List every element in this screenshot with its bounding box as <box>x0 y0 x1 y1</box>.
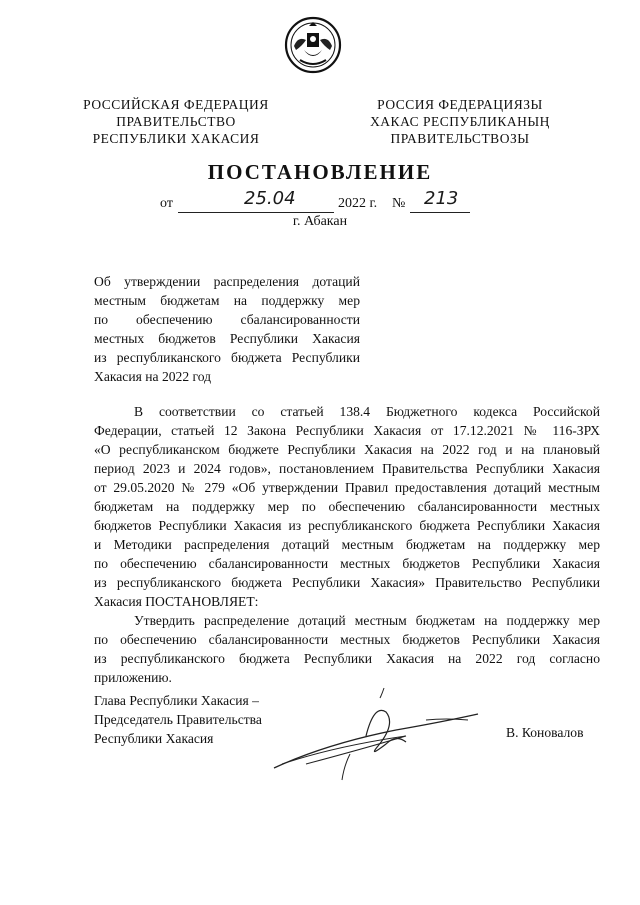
body-line: бюджетов Республики Хакасия из республиканского бюджета Республики Хакасия <box>94 518 600 533</box>
subject-line: по обеспечению сбалансированности <box>94 312 360 327</box>
signatory-name: В. Коновалов <box>506 725 584 740</box>
date-prefix: от <box>160 196 173 211</box>
coat-of-arms-emblem-icon <box>284 16 342 74</box>
body-line: и Методики распределения дотаций местным бюджетам на поддержку мер <box>94 537 600 552</box>
document-title: ПОСТАНОВЛЕНИЕ <box>207 160 433 184</box>
signatory-position <box>94 691 262 748</box>
body-line: бюджетам на поддержку мер по обеспечению сбалансированности местных <box>94 499 600 514</box>
number-underline <box>410 212 470 213</box>
subject-line: местных бюджетов Республики Хакасия <box>94 331 360 346</box>
body-line: приложению. <box>94 670 172 685</box>
subject-line: местным бюджетам на поддержку мер <box>94 293 360 308</box>
signatory-position-line: Председатель Правительства <box>94 712 262 727</box>
handwritten-number: 213 <box>424 188 459 209</box>
subject-line: из республиканского бюджета Республики <box>94 350 360 365</box>
header-left-line: РОССИЙСКАЯ ФЕДЕРАЦИЯ <box>83 97 269 112</box>
handwritten-signature <box>246 684 496 784</box>
body-line: по обеспечению сбалансированности местных бюджетов Республики Хакасия <box>94 632 600 647</box>
body-line: Хакасия ПОСТАНОВЛЯЕТ: <box>94 594 259 609</box>
city-name: г. Абакан <box>292 214 348 229</box>
header-left-line: ПРАВИТЕЛЬСТВО <box>116 114 236 129</box>
number-sign: № <box>392 196 406 211</box>
signatory-position-line: Республики Хакасия <box>94 731 214 746</box>
signatory-position-line: Глава Республики Хакасия – <box>94 693 259 708</box>
header-right-line: ХАКАС РЕСПУБЛИКАНЫҢ <box>370 114 550 129</box>
body-line: от 29.05.2020 № 279 «Об утверждении Правил предоставления дотаций местным <box>94 480 600 495</box>
body-text <box>94 402 600 687</box>
body-line: из республиканского бюджета Республики Хакасия» Правительство Республики <box>94 575 600 590</box>
header-right-line: ПРАВИТЕЛЬСТВОЗЫ <box>390 131 530 146</box>
body-line: Утвердить распределение дотаций местным бюджетам на поддержку мер <box>134 613 600 628</box>
header-left <box>78 96 274 147</box>
date-number-line <box>0 188 640 216</box>
body-line: из республиканского бюджета Республики Хакасия на 2022 год согласно <box>94 651 600 666</box>
body-line: В соответствии со статьей 138.4 Бюджетного кодекса Российской <box>134 404 600 419</box>
header-left-line: РЕСПУБЛИКИ ХАКАСИЯ <box>92 131 260 146</box>
date-underline <box>178 212 334 213</box>
subject-block <box>94 272 360 386</box>
subject-line: Об утверждении распределения дотаций <box>94 274 360 289</box>
handwritten-date: 25.04 <box>244 188 296 209</box>
header-right-line: РОССИЯ ФЕДЕРАЦИЯЗЫ <box>377 97 543 112</box>
body-line: по обеспечению сбалансированности местных бюджетов Республики Хакасия <box>94 556 600 571</box>
header-right <box>362 96 558 147</box>
body-line: Федерации, статьей 12 Закона Республики Хакасия от 17.12.2021 № 116-ЗРХ <box>94 423 600 438</box>
subject-line: Хакасия на 2022 год <box>94 369 212 384</box>
body-line: период 2023 и 2024 годов», постановлением Правительства Республики Хакасия <box>94 461 600 476</box>
body-line: «О республиканском бюджете Республики Хакасия на 2022 год и на плановый <box>94 442 600 457</box>
year-text: 2022 г. <box>338 196 378 211</box>
